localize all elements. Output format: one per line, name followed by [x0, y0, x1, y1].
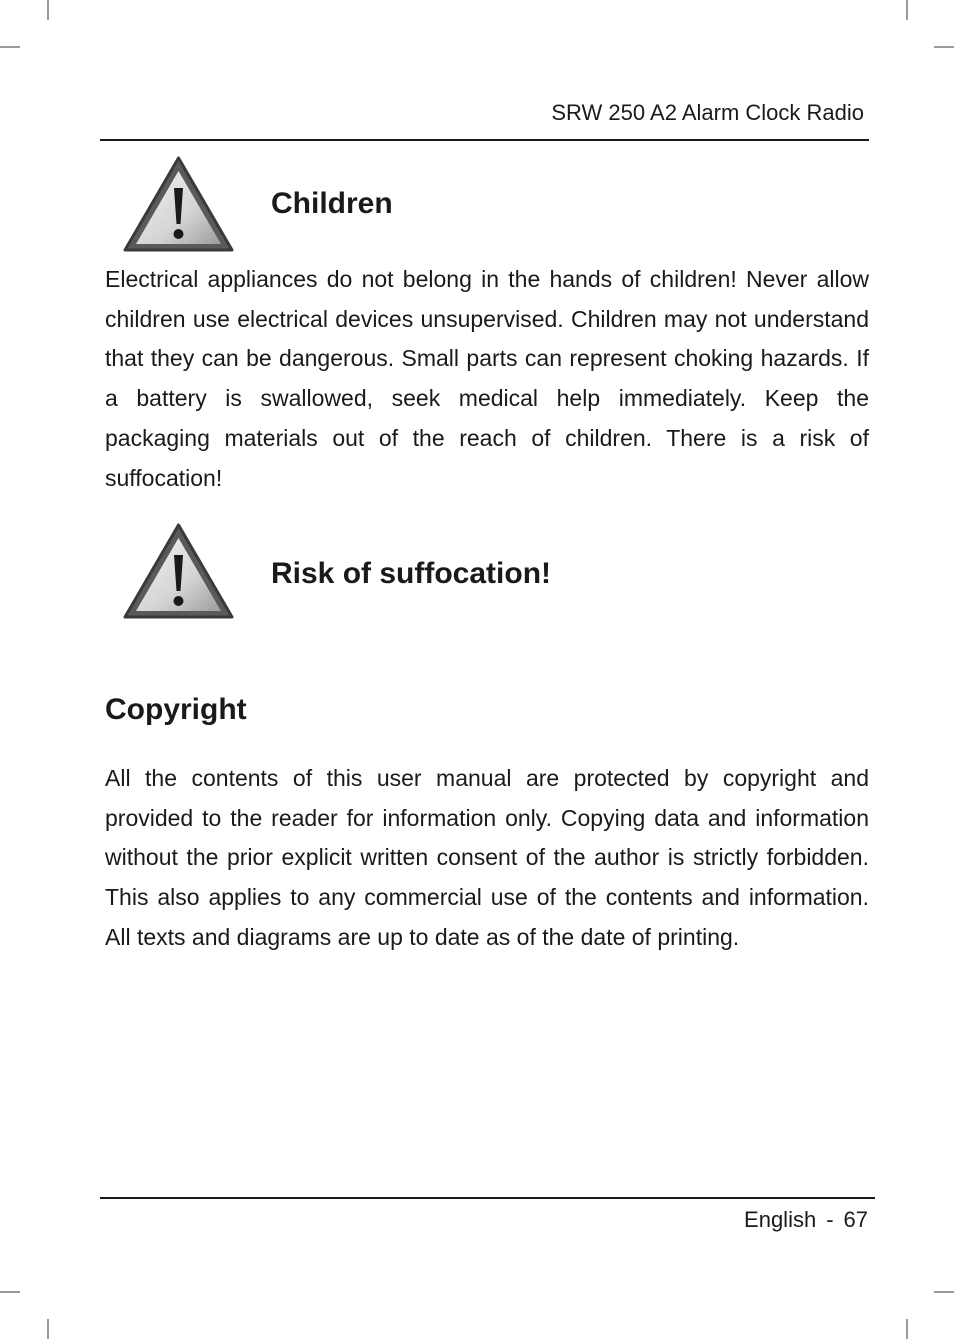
page-footer — [744, 1207, 868, 1233]
footer-language: English — [744, 1207, 817, 1232]
copyright-heading: Copyright — [105, 693, 247, 726]
header-rule — [100, 139, 869, 141]
suffocation-heading: Risk of suffocation! — [271, 557, 552, 590]
crop-mark — [906, 1319, 908, 1339]
children-heading: Children — [271, 187, 393, 220]
warning-triangle-icon — [122, 521, 235, 621]
warning-triangle-icon — [122, 154, 235, 254]
crop-mark — [0, 1291, 20, 1293]
running-header-title: SRW 250 A2 Alarm Clock Radio — [551, 100, 864, 125]
crop-mark — [47, 1319, 49, 1339]
children-paragraph: Electrical appliances do not belong in the hands of children! Never allow children use electrical devices unsupervised. Children may not understand that they can be dangerous. Small parts can represent choking hazards. If a battery is swallowed, seek medical help immediately. Keep the packaging materials out of the reach of children. There is a risk of suffocation! — [105, 266, 869, 491]
crop-mark — [0, 46, 20, 48]
footer-rule — [100, 1197, 875, 1199]
crop-mark — [47, 0, 49, 20]
page-number: 67 — [843, 1207, 868, 1232]
footer-separator: - — [826, 1207, 834, 1232]
crop-mark — [934, 1291, 954, 1293]
crop-mark — [906, 0, 908, 20]
copyright-paragraph: All the contents of this user manual are protected by copyright and provided to the reader for information only. Copying data and information without the prior explicit written consent of the author is strictly forbidden. This also applies to any commercial use of the contents and information. All texts and diagrams are up to date as of the date of printing. — [105, 765, 869, 950]
crop-mark — [934, 46, 954, 48]
